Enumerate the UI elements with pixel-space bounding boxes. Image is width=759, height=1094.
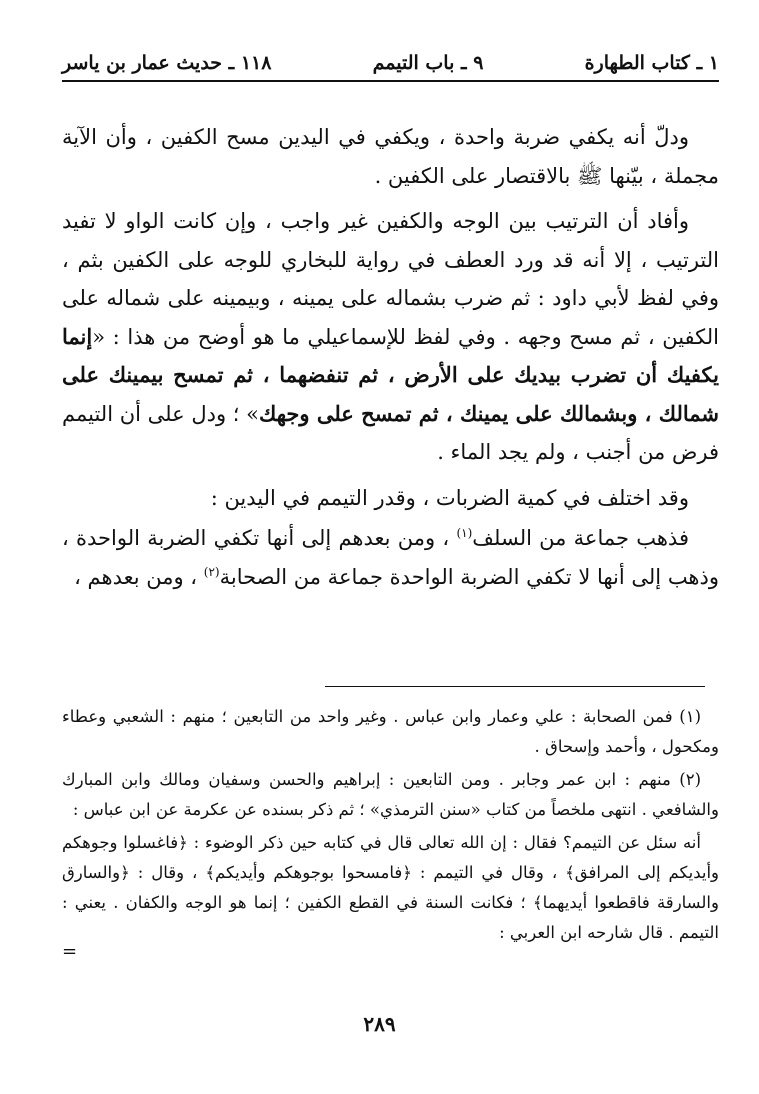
main-text <box>62 118 719 603</box>
footnote-divider <box>325 686 705 687</box>
paragraph-2-text-c: » ؛ ودل على أن التيمم فرض من أجنب ، ولم يجد الماء . <box>62 401 719 464</box>
paragraph-4 <box>62 519 719 596</box>
footnote-ref-1[interactable]: (١) <box>456 526 473 540</box>
hadith-quote: إنما يكفيك أن تضرب بيديك على الأرض ، ثم تنفضهما ، ثم تمسح بيمينك على شمالك ، وبشمالك على يمينك ، ثم تمسح على وجهك <box>62 323 719 426</box>
header-chapter-title: ٩ ـ باب التيمم <box>372 52 484 74</box>
footnotes <box>62 702 719 951</box>
paragraph-4-text-b: ، ومن بعدهم إلى أنها تكفي الضربة الواحدة ، وذهب إلى أنها لا تكفي الضربة الواحدة جماعة من الصحابة <box>62 526 719 589</box>
continuation-mark: = <box>62 941 78 962</box>
paragraph-3: وقد اختلف في كمية الضربات ، وقدر التيمم في اليدين : <box>210 485 689 510</box>
footnote-2-continuation: أنه سئل عن التيمم؟ فقال : إن الله تعالى قال في كتابه حين ذكر الوضوء : ﴿فاغسلوا وجوهكم وأيديكم إلى المرافق﴾ ، وقال في التيمم : ﴿فامسحوا بوجوهكم وأيديكم﴾ ، وقال : ﴿والسارق والسارقة فاقطعوا أيديهما﴾ ؛ فكانت السنة في القطع الكفين ؛ إنما هو الوجه والكفان . يعني : التيمم . قال شارحه ابن العربي : <box>62 833 719 942</box>
paragraph-2 <box>62 202 719 472</box>
header-hadith-title: ١١٨ ـ حديث عمار بن ياسر <box>62 52 272 74</box>
page-number: ٢٨٩ <box>363 1012 396 1036</box>
footnote-2: (٢) منهم : ابن عمر وجابر . ومن التابعين : إبراهيم والحسن وسفيان ومالك وابن المبارك والشافعي . انتهى ملخصاً من كتاب «سنن الترمذي» ؛ ثم ذكر بسنده عن عكرمة عن ابن عباس : <box>62 770 719 819</box>
footnote-ref-2[interactable]: (٢) <box>203 564 220 579</box>
footnote-1: (١) فمن الصحابة : علي وعمار وابن عباس . وغير واحد من التابعين ؛ منهم : الشعبي وعطاء ومكحول ، وأحمد وإسحاق . <box>62 707 719 756</box>
paragraph-1: ودلّ أنه يكفي ضربة واحدة ، ويكفي في اليدين مسح الكفين ، وأن الآية مجملة ، بيّنها ﷺ بالاقتصار على الكفين . <box>62 125 719 188</box>
header-book-title: ١ ـ كتاب الطهارة <box>584 52 719 74</box>
paragraph-4-text-a: فذهب جماعة من السلف <box>472 526 689 550</box>
running-header <box>62 46 719 82</box>
paragraph-4-text-c: ، ومن بعدهم ، <box>74 564 204 589</box>
paragraph-2-text-a: وأفاد أن الترتيب بين الوجه والكفين غير واجب ، وإن كانت الواو لا تفيد الترتيب ، إلا أنه قد ورد العطف في رواية للبخاري للوجه على الكفين بثم ، وفي لفظ لأبي داود : ثم ضرب بشماله على يمينه ، وبيمينه على شماله على الكفين ، ثم مسح وجهه . وفي لفظ للإسماعيلي ما هو أوضح من هذا : « <box>62 209 719 349</box>
